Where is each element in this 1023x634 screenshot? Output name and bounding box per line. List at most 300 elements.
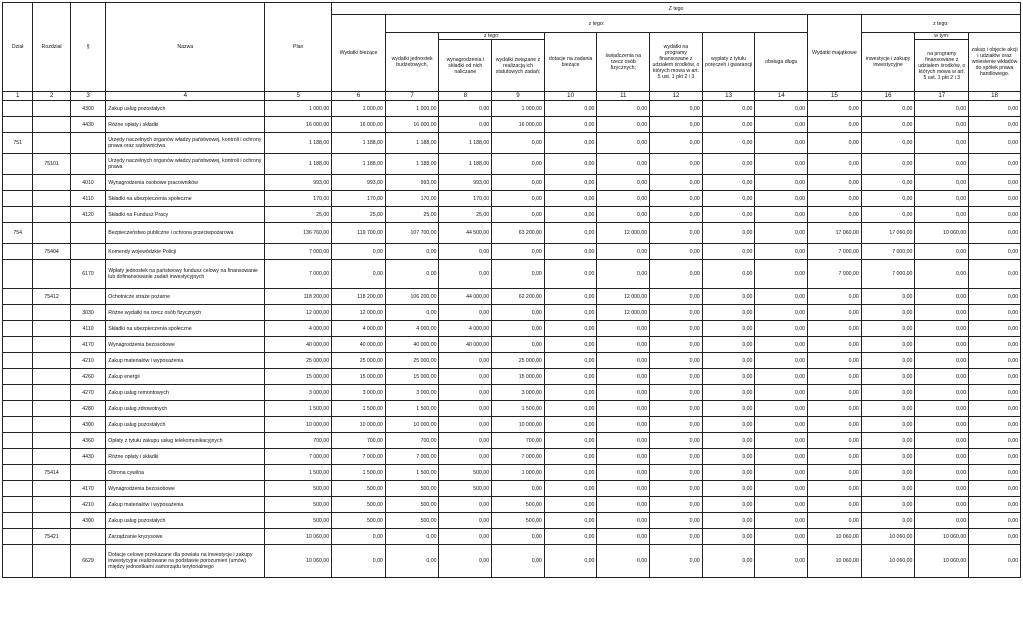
header-wydatki-jednostek: wydatki jednostek budżetowych, xyxy=(385,33,439,92)
value-cell: 170,00 xyxy=(439,191,492,207)
value-cell: 7 000,00 xyxy=(265,260,332,289)
value-cell: 0,00 xyxy=(597,433,650,449)
header-wydatki-majatkowe: Wydatki majątkowe xyxy=(808,15,862,92)
value-cell: 0,00 xyxy=(915,497,969,513)
value-cell: 0,00 xyxy=(861,191,915,207)
rozdzial-cell xyxy=(33,101,70,117)
dzial-cell xyxy=(3,117,33,133)
value-cell: 0,00 xyxy=(808,449,862,465)
value-cell: 0,00 xyxy=(650,101,703,117)
value-cell: 0,00 xyxy=(597,545,650,578)
value-cell: 0,00 xyxy=(808,101,862,117)
value-cell: 1 188,00 xyxy=(385,154,439,175)
value-cell: 25 000,00 xyxy=(332,353,386,369)
value-cell: 0,00 xyxy=(544,321,597,337)
value-cell: 3 000,00 xyxy=(385,385,439,401)
value-cell: 0,00 xyxy=(808,321,862,337)
value-cell: 0,00 xyxy=(861,353,915,369)
paragraf-cell xyxy=(70,529,105,545)
value-cell: 0,00 xyxy=(755,353,808,369)
column-number: 4 xyxy=(106,92,265,101)
value-cell: 0,00 xyxy=(702,497,755,513)
value-cell: 0,00 xyxy=(702,175,755,191)
paragraf-cell xyxy=(70,154,105,175)
value-cell: 0,00 xyxy=(969,353,1021,369)
rozdzial-cell: 75412 xyxy=(33,289,70,305)
rozdzial-cell xyxy=(33,321,70,337)
value-cell: 0,00 xyxy=(915,401,969,417)
column-number: 3 xyxy=(70,92,105,101)
paragraf-cell: 3030 xyxy=(70,305,105,321)
value-cell: 0,00 xyxy=(650,117,703,133)
value-cell: 0,00 xyxy=(544,337,597,353)
value-cell: 0,00 xyxy=(439,101,492,117)
header-z-tego-jednostek: z tego: xyxy=(439,33,544,40)
value-cell: 170,00 xyxy=(385,191,439,207)
value-cell: 25 000,00 xyxy=(492,353,545,369)
value-cell: 0,00 xyxy=(915,513,969,529)
value-cell: 0,00 xyxy=(915,207,969,223)
value-cell: 1 500,00 xyxy=(332,401,386,417)
dzial-cell xyxy=(3,175,33,191)
value-cell: 0,00 xyxy=(861,117,915,133)
value-cell: 0,00 xyxy=(544,465,597,481)
value-cell: 0,00 xyxy=(969,513,1021,529)
column-number: 15 xyxy=(808,92,862,101)
value-cell: 0,00 xyxy=(650,545,703,578)
value-cell: 25,00 xyxy=(332,207,386,223)
value-cell: 0,00 xyxy=(544,449,597,465)
value-cell: 0,00 xyxy=(492,244,545,260)
rozdzial-cell xyxy=(33,133,70,154)
value-cell: 0,00 xyxy=(544,529,597,545)
value-cell: 0,00 xyxy=(439,369,492,385)
paragraf-cell: 4300 xyxy=(70,417,105,433)
dzial-cell xyxy=(3,191,33,207)
value-cell: 1 500,00 xyxy=(265,401,332,417)
value-cell: 0,00 xyxy=(969,244,1021,260)
value-cell: 0,00 xyxy=(755,101,808,117)
name-cell: Składki na ubezpieczenia społeczne xyxy=(106,321,265,337)
value-cell: 15 000,00 xyxy=(332,369,386,385)
value-cell: 0,00 xyxy=(702,321,755,337)
column-number: 17 xyxy=(915,92,969,101)
value-cell: 0,00 xyxy=(492,175,545,191)
value-cell: 0,00 xyxy=(755,529,808,545)
name-cell: Zakup usług pozostałych xyxy=(106,417,265,433)
value-cell: 0,00 xyxy=(492,529,545,545)
dzial-cell xyxy=(3,449,33,465)
value-cell: 0,00 xyxy=(597,101,650,117)
value-cell: 44 000,00 xyxy=(439,289,492,305)
value-cell: 500,00 xyxy=(492,513,545,529)
name-cell: Zakup materiałów i wyposażenia xyxy=(106,497,265,513)
table-row xyxy=(3,321,1021,337)
value-cell: 119 700,00 xyxy=(332,223,386,244)
value-cell: 0,00 xyxy=(969,117,1021,133)
value-cell: 16 000,00 xyxy=(492,117,545,133)
rozdzial-cell xyxy=(33,191,70,207)
value-cell: 1 188,00 xyxy=(439,133,492,154)
dzial-cell xyxy=(3,465,33,481)
column-number: 11 xyxy=(597,92,650,101)
value-cell: 0,00 xyxy=(808,337,862,353)
value-cell: 10 060,00 xyxy=(915,529,969,545)
rozdzial-cell xyxy=(33,305,70,321)
value-cell: 0,00 xyxy=(544,385,597,401)
value-cell: 0,00 xyxy=(755,369,808,385)
value-cell: 0,00 xyxy=(702,191,755,207)
value-cell: 0,00 xyxy=(597,133,650,154)
value-cell: 0,00 xyxy=(969,465,1021,481)
value-cell: 1 188,00 xyxy=(385,133,439,154)
value-cell: 16 000,00 xyxy=(332,117,386,133)
column-number: 14 xyxy=(755,92,808,101)
header-dotacje: dotacje na zadania bieżące xyxy=(544,33,597,92)
value-cell: 0,00 xyxy=(492,481,545,497)
value-cell: 0,00 xyxy=(702,289,755,305)
value-cell: 1 500,00 xyxy=(492,401,545,417)
value-cell: 0,00 xyxy=(808,207,862,223)
value-cell: 0,00 xyxy=(808,117,862,133)
value-cell: 118 200,00 xyxy=(265,289,332,305)
rozdzial-cell xyxy=(33,433,70,449)
table-row xyxy=(3,289,1021,305)
value-cell: 0,00 xyxy=(702,244,755,260)
value-cell: 0,00 xyxy=(650,337,703,353)
value-cell: 0,00 xyxy=(808,417,862,433)
value-cell: 0,00 xyxy=(492,133,545,154)
value-cell: 0,00 xyxy=(861,433,915,449)
value-cell: 0,00 xyxy=(755,207,808,223)
value-cell: 12 000,00 xyxy=(265,305,332,321)
value-cell: 0,00 xyxy=(332,260,386,289)
header-zakup-akcji: zakup i objęcie akcji i udziałów oraz wniesienie wkładów do spółek prawa handlowego. xyxy=(969,33,1021,92)
value-cell: 40 000,00 xyxy=(265,337,332,353)
value-cell: 0,00 xyxy=(808,465,862,481)
rozdzial-cell xyxy=(33,337,70,353)
value-cell: 0,00 xyxy=(544,223,597,244)
dzial-cell xyxy=(3,529,33,545)
value-cell: 500,00 xyxy=(332,481,386,497)
value-cell: 700,00 xyxy=(332,433,386,449)
name-cell: Różne wydatki na rzecz osób fizycznych xyxy=(106,305,265,321)
value-cell: 0,00 xyxy=(544,154,597,175)
dzial-cell: 751 xyxy=(3,133,33,154)
name-cell: Różne opłaty i składki xyxy=(106,449,265,465)
header-z-tego-majatkowe: z tego: xyxy=(861,15,1020,33)
header-inwestycje: inwestycje i zakupy inwestycyjne xyxy=(861,33,915,92)
name-cell: Zarządzanie kryzysowe xyxy=(106,529,265,545)
name-cell: Wynagrodzenia osobowe pracowników xyxy=(106,175,265,191)
value-cell: 0,00 xyxy=(969,529,1021,545)
value-cell: 1 000,00 xyxy=(265,101,332,117)
name-cell: Urzędy naczelnych organów władzy państwowej, kontroli i ochrony prawa xyxy=(106,154,265,175)
value-cell: 7 000,00 xyxy=(861,244,915,260)
value-cell: 118 200,00 xyxy=(332,289,386,305)
value-cell: 700,00 xyxy=(492,433,545,449)
rozdzial-cell: 75414 xyxy=(33,465,70,481)
rozdzial-cell xyxy=(33,353,70,369)
column-number: 2 xyxy=(33,92,70,101)
value-cell: 0,00 xyxy=(597,497,650,513)
value-cell: 0,00 xyxy=(332,545,386,578)
value-cell: 0,00 xyxy=(755,154,808,175)
value-cell: 0,00 xyxy=(439,401,492,417)
dzial-cell xyxy=(3,207,33,223)
value-cell: 0,00 xyxy=(755,305,808,321)
column-number: 6 xyxy=(332,92,386,101)
table-row xyxy=(3,101,1021,117)
paragraf-cell: 4280 xyxy=(70,401,105,417)
value-cell: 0,00 xyxy=(755,244,808,260)
value-cell: 0,00 xyxy=(969,260,1021,289)
value-cell: 0,00 xyxy=(544,117,597,133)
value-cell: 1 188,00 xyxy=(332,154,386,175)
dzial-cell xyxy=(3,353,33,369)
value-cell: 12 000,00 xyxy=(597,223,650,244)
value-cell: 0,00 xyxy=(861,401,915,417)
value-cell: 0,00 xyxy=(544,353,597,369)
table-row xyxy=(3,353,1021,369)
value-cell: 500,00 xyxy=(385,513,439,529)
value-cell: 0,00 xyxy=(808,497,862,513)
value-cell: 0,00 xyxy=(702,545,755,578)
value-cell: 0,00 xyxy=(861,321,915,337)
value-cell: 1 500,00 xyxy=(385,465,439,481)
value-cell: 17 060,00 xyxy=(808,223,862,244)
paragraf-cell: 4430 xyxy=(70,449,105,465)
rozdzial-cell xyxy=(33,545,70,578)
column-number: 9 xyxy=(492,92,545,101)
value-cell: 0,00 xyxy=(915,481,969,497)
dzial-cell xyxy=(3,289,33,305)
value-cell: 993,00 xyxy=(439,175,492,191)
paragraf-cell: 4110 xyxy=(70,191,105,207)
value-cell: 1 000,00 xyxy=(492,465,545,481)
table-row xyxy=(3,545,1021,578)
value-cell: 10 060,00 xyxy=(265,529,332,545)
table-row xyxy=(3,433,1021,449)
dzial-cell: 754 xyxy=(3,223,33,244)
value-cell: 0,00 xyxy=(969,449,1021,465)
value-cell: 44 500,00 xyxy=(439,223,492,244)
value-cell: 0,00 xyxy=(861,175,915,191)
value-cell: 7 000,00 xyxy=(492,449,545,465)
value-cell: 0,00 xyxy=(915,433,969,449)
value-cell: 25 000,00 xyxy=(265,353,332,369)
header-wydatki-biezace: Wydatki bieżące xyxy=(332,15,386,92)
header-nazwa: Nazwa xyxy=(106,3,265,92)
value-cell: 4 000,00 xyxy=(439,321,492,337)
value-cell: 0,00 xyxy=(808,289,862,305)
value-cell: 0,00 xyxy=(650,321,703,337)
header-swiadczenia: świadczenia na rzecz osób fizycznych; xyxy=(597,33,650,92)
value-cell: 136 760,00 xyxy=(265,223,332,244)
value-cell: 0,00 xyxy=(492,337,545,353)
rozdzial-cell xyxy=(33,417,70,433)
paragraf-cell: 4170 xyxy=(70,481,105,497)
value-cell: 107 700,00 xyxy=(385,223,439,244)
value-cell: 1 500,00 xyxy=(265,465,332,481)
value-cell: 0,00 xyxy=(492,545,545,578)
value-cell: 0,00 xyxy=(702,154,755,175)
value-cell: 0,00 xyxy=(808,513,862,529)
name-cell: Zakup usług remontowych xyxy=(106,385,265,401)
name-cell: Wynagrodzenia bezosobowe xyxy=(106,481,265,497)
value-cell: 0,00 xyxy=(969,223,1021,244)
value-cell: 0,00 xyxy=(650,175,703,191)
table-row xyxy=(3,305,1021,321)
value-cell: 0,00 xyxy=(597,417,650,433)
rozdzial-cell: 75421 xyxy=(33,529,70,545)
value-cell: 0,00 xyxy=(915,289,969,305)
value-cell: 0,00 xyxy=(544,401,597,417)
value-cell: 0,00 xyxy=(702,260,755,289)
value-cell: 0,00 xyxy=(439,385,492,401)
value-cell: 0,00 xyxy=(544,133,597,154)
value-cell: 40 000,00 xyxy=(439,337,492,353)
header-wyplaty: wypłaty z tytułu poręczeń i gwarancji xyxy=(702,33,755,92)
value-cell: 25 000,00 xyxy=(385,353,439,369)
rozdzial-cell xyxy=(33,117,70,133)
value-cell: 0,00 xyxy=(915,260,969,289)
value-cell: 0,00 xyxy=(597,207,650,223)
paragraf-cell: 4300 xyxy=(70,513,105,529)
value-cell: 0,00 xyxy=(439,353,492,369)
value-cell: 4 000,00 xyxy=(265,321,332,337)
value-cell: 0,00 xyxy=(650,260,703,289)
value-cell: 0,00 xyxy=(650,433,703,449)
paragraf-cell: 4300 xyxy=(70,101,105,117)
value-cell: 0,00 xyxy=(969,321,1021,337)
dzial-cell xyxy=(3,101,33,117)
value-cell: 12 000,00 xyxy=(332,305,386,321)
header-z-tego: Z tego xyxy=(332,3,1021,15)
value-cell: 10 000,00 xyxy=(265,417,332,433)
value-cell: 0,00 xyxy=(650,207,703,223)
dzial-cell xyxy=(3,513,33,529)
paragraf-cell: 4110 xyxy=(70,321,105,337)
value-cell: 3 000,00 xyxy=(265,385,332,401)
value-cell: 0,00 xyxy=(597,529,650,545)
value-cell: 0,00 xyxy=(439,433,492,449)
name-cell: Bezpieczeństwo publiczne i ochrona przeciwpożarowa xyxy=(106,223,265,244)
value-cell: 0,00 xyxy=(808,369,862,385)
value-cell: 10 060,00 xyxy=(861,529,915,545)
paragraf-cell xyxy=(70,133,105,154)
dzial-cell xyxy=(3,305,33,321)
column-number: 7 xyxy=(385,92,439,101)
value-cell: 0,00 xyxy=(808,385,862,401)
value-cell: 0,00 xyxy=(969,545,1021,578)
table-row xyxy=(3,133,1021,154)
name-cell: Ochotnicze straże pożarne xyxy=(106,289,265,305)
value-cell: 0,00 xyxy=(544,369,597,385)
rozdzial-cell xyxy=(33,481,70,497)
value-cell: 0,00 xyxy=(650,289,703,305)
value-cell: 0,00 xyxy=(755,513,808,529)
value-cell: 0,00 xyxy=(439,305,492,321)
value-cell: 0,00 xyxy=(861,305,915,321)
value-cell: 0,00 xyxy=(755,117,808,133)
header-wydatki-statutowe: wydatki związane z realizacją ich statutowych zadań; xyxy=(492,40,545,92)
value-cell: 0,00 xyxy=(702,385,755,401)
value-cell: 0,00 xyxy=(597,191,650,207)
value-cell: 0,00 xyxy=(439,529,492,545)
value-cell: 0,00 xyxy=(969,289,1021,305)
value-cell: 62 200,00 xyxy=(492,289,545,305)
rozdzial-cell xyxy=(33,449,70,465)
dzial-cell xyxy=(3,417,33,433)
column-number: 1 xyxy=(3,92,33,101)
name-cell: Dotacje celowe przekazane dla powiatu na inwestycje i zakupy inwestycyjne realizowane na podstawie porozumień (umów) między jednostkami samorządu terytorialnego xyxy=(106,545,265,578)
value-cell: 1 188,00 xyxy=(265,154,332,175)
value-cell: 0,00 xyxy=(861,385,915,401)
dzial-cell xyxy=(3,154,33,175)
name-cell: Urzędy naczelnych organów władzy państwowej, kontroli i ochrony prawa oraz sądownictwa xyxy=(106,133,265,154)
value-cell: 0,00 xyxy=(544,101,597,117)
table-row xyxy=(3,223,1021,244)
value-cell: 7 000,00 xyxy=(265,244,332,260)
name-cell: Opłaty z tytułu zakupu usług telekomunikacyjnych xyxy=(106,433,265,449)
value-cell: 993,00 xyxy=(332,175,386,191)
value-cell: 0,00 xyxy=(915,154,969,175)
header-z-tego-biezace: z tego: xyxy=(385,15,807,33)
value-cell: 0,00 xyxy=(650,353,703,369)
value-cell: 0,00 xyxy=(808,154,862,175)
value-cell: 0,00 xyxy=(544,481,597,497)
value-cell: 0,00 xyxy=(597,401,650,417)
value-cell: 0,00 xyxy=(755,321,808,337)
value-cell: 0,00 xyxy=(755,385,808,401)
value-cell: 0,00 xyxy=(755,417,808,433)
value-cell: 0,00 xyxy=(385,545,439,578)
value-cell: 0,00 xyxy=(702,513,755,529)
value-cell: 500,00 xyxy=(265,513,332,529)
value-cell: 0,00 xyxy=(702,449,755,465)
value-cell: 0,00 xyxy=(544,289,597,305)
value-cell: 25,00 xyxy=(385,207,439,223)
value-cell: 0,00 xyxy=(861,497,915,513)
paragraf-cell: 4270 xyxy=(70,385,105,401)
value-cell: 0,00 xyxy=(755,337,808,353)
value-cell: 15 000,00 xyxy=(265,369,332,385)
value-cell: 0,00 xyxy=(597,244,650,260)
value-cell: 0,00 xyxy=(544,260,597,289)
column-number: 16 xyxy=(861,92,915,101)
paragraf-cell: 4010 xyxy=(70,175,105,191)
rozdzial-cell xyxy=(33,260,70,289)
value-cell: 0,00 xyxy=(861,207,915,223)
value-cell: 25,00 xyxy=(265,207,332,223)
value-cell: 0,00 xyxy=(544,497,597,513)
value-cell: 1 000,00 xyxy=(385,101,439,117)
value-cell: 0,00 xyxy=(597,449,650,465)
value-cell: 500,00 xyxy=(492,497,545,513)
value-cell: 0,00 xyxy=(439,117,492,133)
value-cell: 10 060,00 xyxy=(861,545,915,578)
value-cell: 0,00 xyxy=(755,545,808,578)
value-cell: 0,00 xyxy=(755,449,808,465)
value-cell: 500,00 xyxy=(332,497,386,513)
value-cell: 0,00 xyxy=(597,385,650,401)
column-number: 10 xyxy=(544,92,597,101)
value-cell: 0,00 xyxy=(969,385,1021,401)
table-row xyxy=(3,401,1021,417)
value-cell: 0,00 xyxy=(755,465,808,481)
value-cell: 0,00 xyxy=(702,101,755,117)
